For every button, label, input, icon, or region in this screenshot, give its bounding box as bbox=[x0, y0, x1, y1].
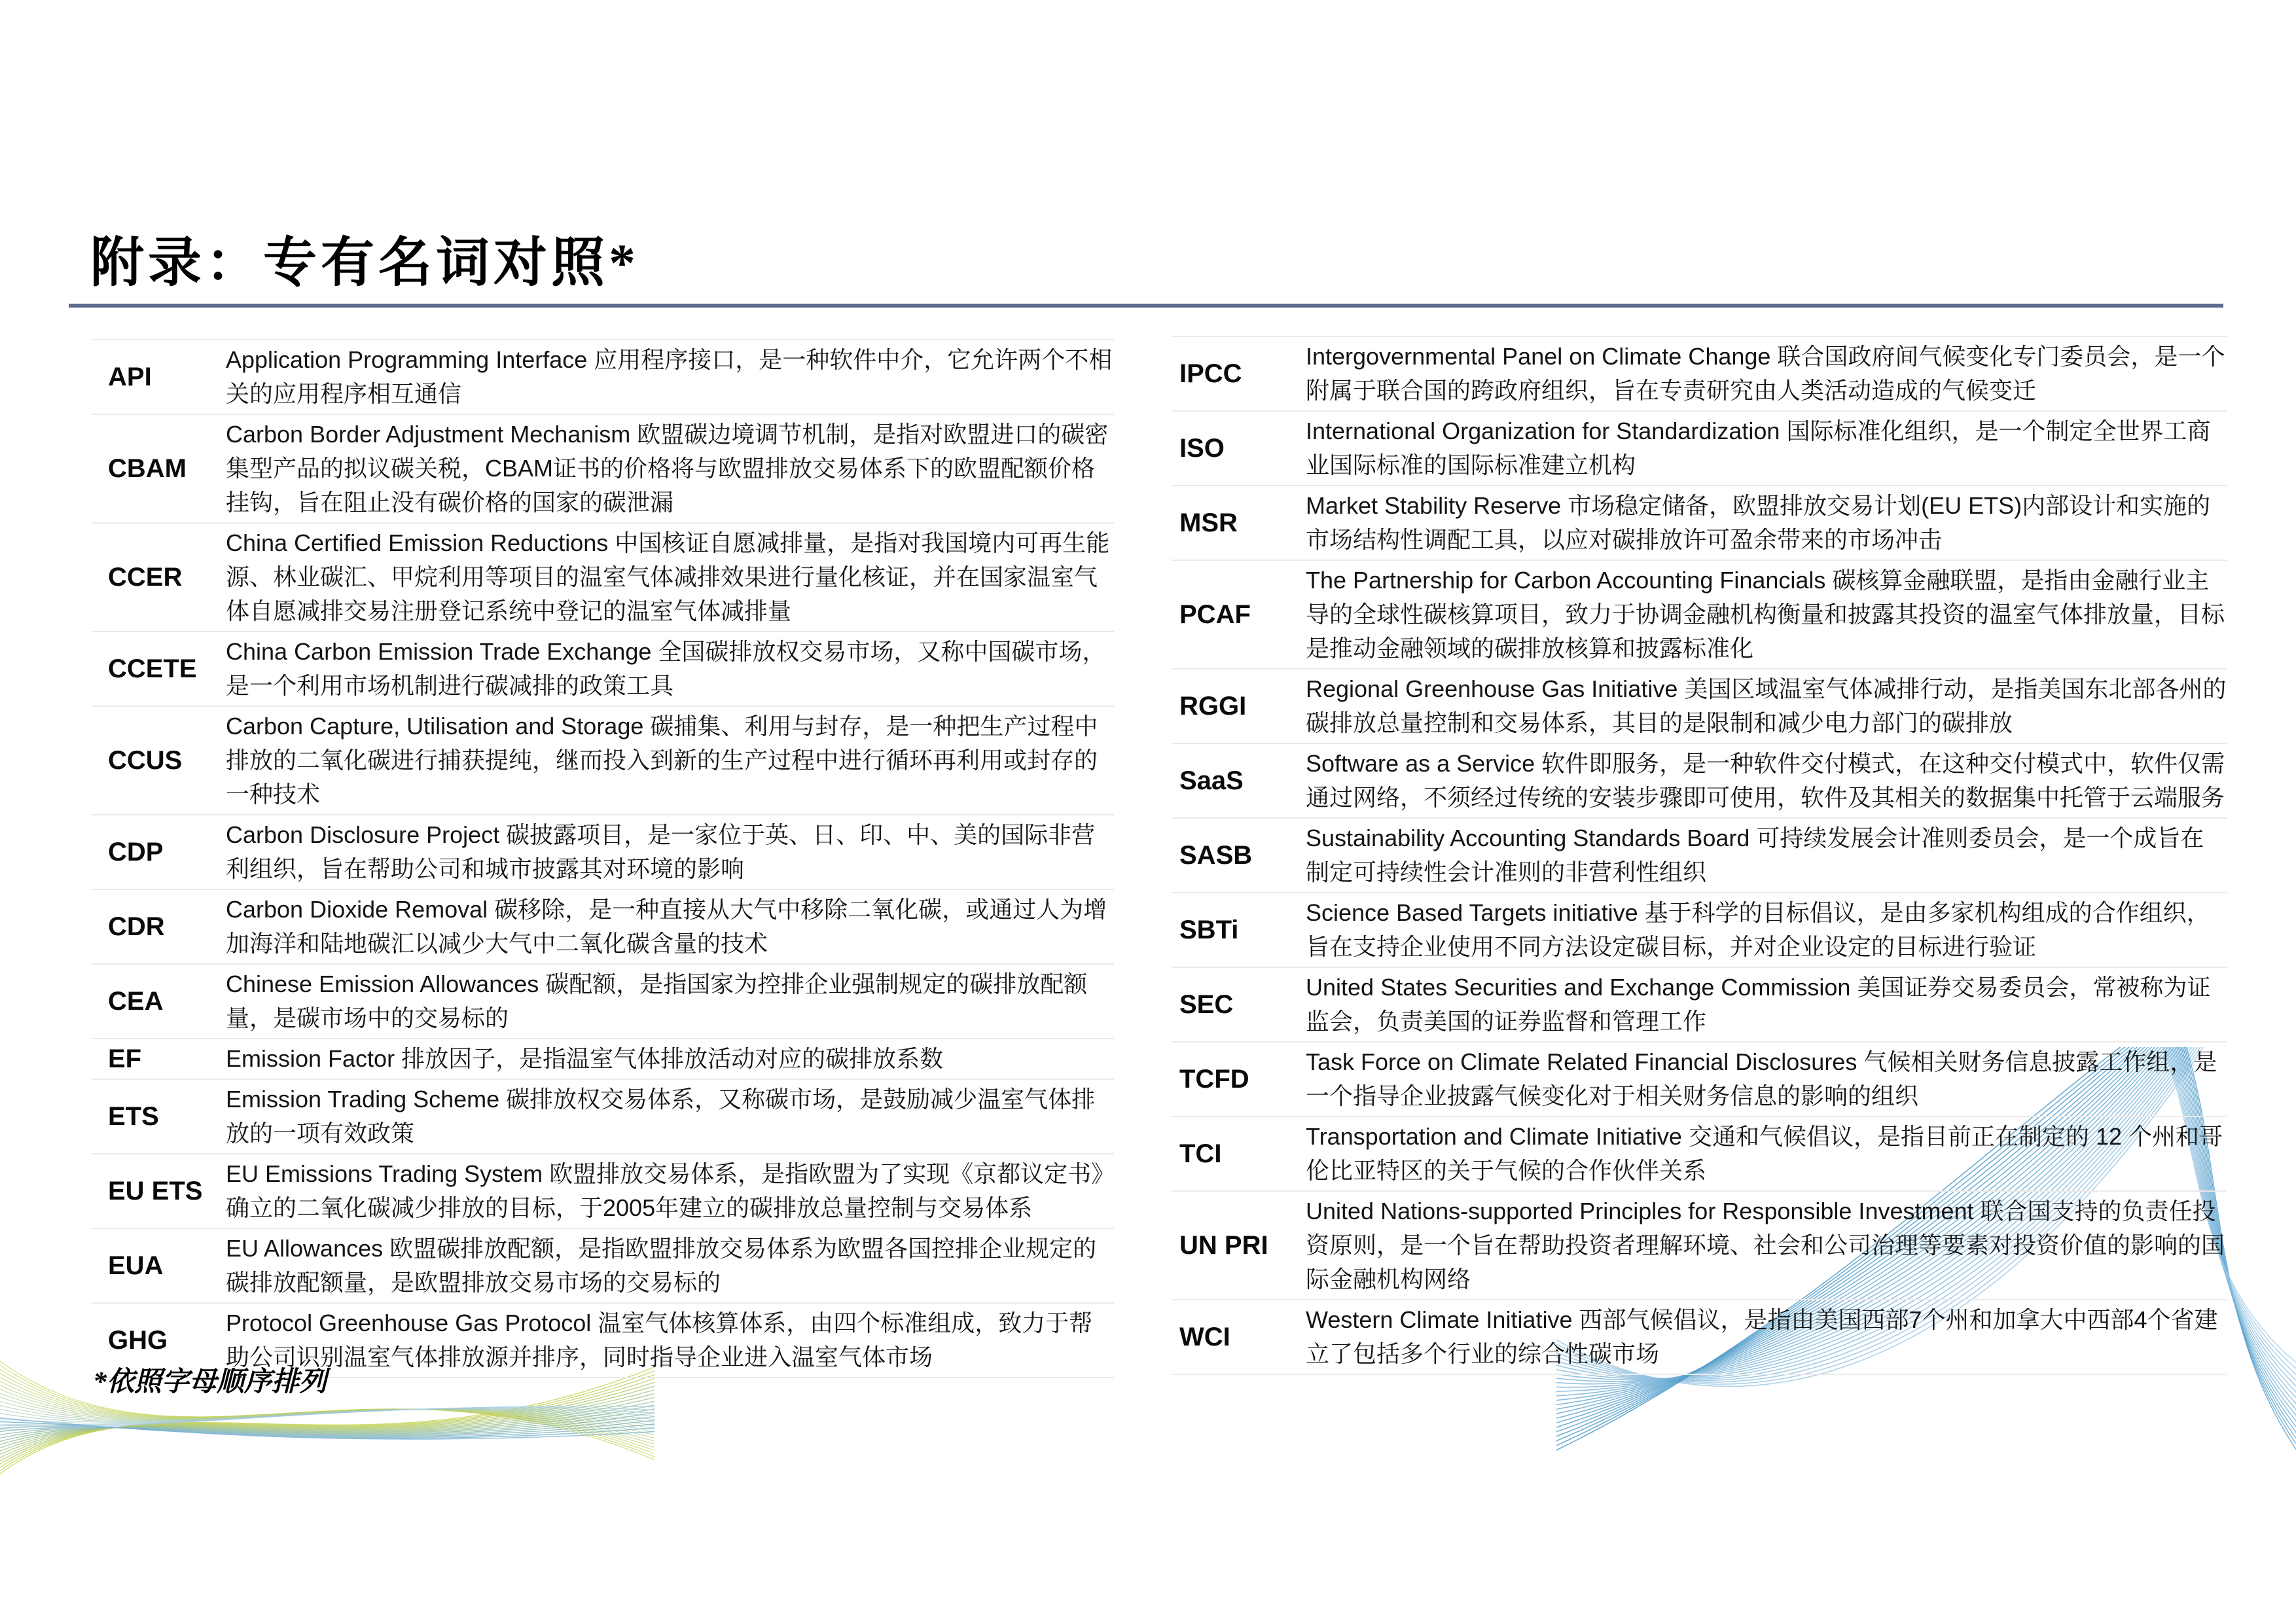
definition-cell: Science Based Targets initiative 基于科学的目标倡议，是由多家机构组成的合作组织，旨在支持企业使用不同方法设定碳目标，并对企业设定的目标进行验证 bbox=[1306, 899, 2210, 960]
wave-line bbox=[0, 1421, 655, 1438]
term-cell: TCFD bbox=[1179, 1065, 1249, 1094]
term-cell: PCAF bbox=[1179, 600, 1251, 629]
glossary-row bbox=[92, 414, 1114, 522]
term-cell: SASB bbox=[1179, 841, 1253, 870]
term-cell: UN PRI bbox=[1179, 1231, 1268, 1260]
definition-cell: Carbon Dioxide Removal 碳移除，是一种直接从大气中移除二氧化碳，或通过人为增加海洋和陆地碳汇以减少大气中二氧化碳含量的技术 bbox=[226, 896, 1107, 957]
definition-cell: EU Allowances 欧盟碳排放配额，是指欧盟排放交易体系为欧盟各国控排企业规定的碳排放配额量，是欧盟排放交易市场的交易标的 bbox=[226, 1235, 1097, 1296]
term-cell: MSR bbox=[1179, 508, 1238, 537]
term-cell: CBAM bbox=[108, 454, 187, 483]
term-cell: IPCC bbox=[1179, 359, 1242, 388]
glossary-row bbox=[92, 1038, 1114, 1079]
glossary-row bbox=[1172, 560, 2227, 668]
term-cell: EF bbox=[108, 1044, 142, 1073]
wave-line bbox=[0, 1392, 655, 1457]
wave-line bbox=[0, 1412, 655, 1437]
term-cell: GHG bbox=[108, 1326, 168, 1355]
definition-cell: Software as a Service 软件即服务，是一种软件交付模式，在这种交付模式中，软件仅需通过网络，不须经过传统的安装步骤即可使用，软件及其相关的数据集中托管于云端服务 bbox=[1306, 750, 2225, 811]
definition-cell: The Partnership for Carbon Accounting Financials 碳核算金融联盟，是指由金融行业主导的全球性碳核算项目，致力于协调金融机构衡量和披露其投资的温室气体排放量，目标是推动金融领域的碳排放核算和披露标准化 bbox=[1306, 567, 2225, 662]
wave-line bbox=[0, 1400, 655, 1449]
wave-line bbox=[0, 1407, 655, 1426]
wave-line bbox=[0, 1397, 655, 1430]
wave-line bbox=[0, 1409, 655, 1423]
glossary-row bbox=[1172, 743, 2227, 817]
term-cell: CEA bbox=[108, 987, 164, 1016]
glossary-row bbox=[92, 1079, 1114, 1153]
definition-cell: Western Climate Initiative 西部气候倡议，是指由美国西部7个州和加拿大中西部4个省建立了包括多个行业的综合性碳市场 bbox=[1306, 1306, 2218, 1367]
definition-cell: United States Securities and Exchange Commission 美国证券交易委员会，常被称为证监会，负责美国的证券监督和管理工作 bbox=[1306, 974, 2211, 1035]
wave-line bbox=[0, 1408, 655, 1423]
definition-cell: Task Force on Climate Related Financial Disclosures 气候相关财务信息披露工作组，是一个指导企业披露气候变化对于相关财务信息的影响的组织 bbox=[1306, 1048, 2217, 1109]
wave-line bbox=[0, 1416, 655, 1436]
footnote: *依照字母顺序排列 bbox=[93, 1367, 327, 1397]
definition-cell: Carbon Border Adjustment Mechanism 欧盟碳边境调节机制，是指对欧盟进口的碳密集型产品的拟议碳关税，CBAM证书的价格将与欧盟排放交易体系下的欧盟配额价格挂钩，旨在阻止没有碳价格的国家的碳泄漏 bbox=[226, 421, 1109, 516]
glossary-row bbox=[92, 1153, 1114, 1228]
term-cell: CCUS bbox=[108, 746, 183, 775]
term-cell: TCI bbox=[1179, 1139, 1222, 1168]
definition-cell: Intergovernmental Panel on Climate Change 联合国政府间气候变化专门委员会，是一个附属于联合国的跨政府组织，旨在专责研究由人类活动造成的气候变迁 bbox=[1306, 343, 2225, 404]
definition-cell: Market Stability Reserve 市场稳定储备，欧盟排放交易计划(EU ETS)内部设计和实施的市场结构性调配工具，以应对碳排放许可盈余带来的市场冲击 bbox=[1306, 492, 2211, 553]
glossary-row bbox=[1172, 668, 2227, 743]
term-cell: ISO bbox=[1179, 434, 1225, 463]
definition-cell: Sustainability Accounting Standards Board 可持续发展会计准则委员会，是一个成旨在制定可持续性会计准则的非营利性组织 bbox=[1306, 825, 2204, 885]
wave-line bbox=[0, 1406, 655, 1429]
wave-line bbox=[0, 1404, 655, 1445]
definition-cell: Application Programming Interface 应用程序接口，是一种软件中介，它允许两个不相关的应用程序相互通信 bbox=[226, 346, 1113, 407]
definition-cell: EU Emissions Trading System 欧盟排放交易体系，是指欧盟为了实现《京都议定书》确立的二氧化碳减少排放的目标，于2005年建立的碳排放总量控制与交易体系 bbox=[226, 1160, 1103, 1221]
glossary-row bbox=[1172, 1190, 2227, 1299]
term-cell: EU ETS bbox=[108, 1177, 203, 1205]
glossary-row bbox=[1172, 892, 2227, 967]
definition-cell: International Organization for Standardization 国际标准化组织，是一个制定全世界工商业国际标准的国际标准建立机构 bbox=[1306, 418, 2211, 478]
definition-cell: Emission Trading Scheme 碳排放权交易体系，又称碳市场，是鼓励减少温室气体排放的一项有效政策 bbox=[226, 1086, 1096, 1147]
definition-cell: Regional Greenhouse Gas Initiative 美国区域温室气体减排行动，是指美国东北部各州的碳排放总量控制和交易体系，其目的是限制和减少电力部门的碳排放 bbox=[1306, 675, 2227, 736]
glossary-row bbox=[92, 522, 1114, 631]
glossary-row bbox=[92, 963, 1114, 1038]
wave-line bbox=[0, 1423, 655, 1437]
glossary-row bbox=[92, 339, 1114, 414]
definition-cell: Protocol Greenhouse Gas Protocol 温室气体核算体系，由四个标准组成，致力于帮助公司识别温室气体排放源并排序，同时指导企业进入温室气体市场 bbox=[226, 1310, 1093, 1370]
glossary-row bbox=[92, 631, 1114, 705]
wave-line bbox=[0, 1419, 655, 1436]
glossary-row bbox=[92, 705, 1114, 814]
glossary-table-right bbox=[1172, 336, 2227, 1375]
term-cell: SaaS bbox=[1179, 766, 1244, 795]
glossary-row bbox=[1172, 410, 2227, 485]
glossary-row bbox=[1172, 1041, 2227, 1116]
definition-cell: China Certified Emission Reductions 中国核证自愿减排量，是指对我国境内可再生能源、林业碳汇、甲烷利用等项目的温室气体减排效果进行量化核证，并在国家温室气体自愿减排交易注册登记系统中登记的温室气体减排量 bbox=[226, 529, 1110, 624]
page-title: 附录：专有名词对照* bbox=[90, 233, 640, 293]
definition-cell: Carbon Capture, Utilisation and Storage 碳捕集、利用与封存，是一种把生产过程中排放的二氧化碳进行捕获提纯，继而投入到新的生产过程中进行循环再利用或封存的一种技术 bbox=[226, 713, 1098, 808]
definition-cell: Transportation and Climate Initiative 交通和气候倡议，是指目前正在制定的 12 个州和哥伦比亚特区的关于气候的合作伙伴关系 bbox=[1306, 1123, 2223, 1184]
definition-cell: Emission Factor 排放因子，是指温室气体排放活动对应的碳排放系数 bbox=[226, 1045, 944, 1072]
term-cell: EUA bbox=[108, 1251, 164, 1280]
glossary-row bbox=[92, 1228, 1114, 1302]
term-cell: CDR bbox=[108, 912, 165, 941]
wave-line bbox=[0, 1418, 655, 1439]
title-underline bbox=[69, 304, 2223, 308]
term-cell: API bbox=[108, 363, 152, 391]
glossary-table-left bbox=[92, 339, 1114, 1378]
wave-line bbox=[0, 1408, 655, 1441]
term-cell: CCER bbox=[108, 563, 183, 592]
wave-line bbox=[0, 1406, 655, 1423]
definition-cell: Chinese Emission Allowances 碳配额，是指国家为控排企业强制规定的碳排放配额量，是碳市场中的交易标的 bbox=[226, 971, 1088, 1031]
glossary-row bbox=[1172, 1116, 2227, 1190]
term-cell: CCETE bbox=[108, 654, 197, 683]
glossary-row bbox=[1172, 817, 2227, 892]
term-cell: SEC bbox=[1179, 990, 1234, 1019]
term-cell: RGGI bbox=[1179, 692, 1247, 721]
term-cell: SBTi bbox=[1179, 916, 1239, 944]
term-cell: CDP bbox=[108, 838, 164, 866]
definition-cell: United Nations-supported Principles for Responsible Investment 联合国支持的负责任投资原则，是一个旨在帮助投资者理解环境、社会和公司治理等要素对投资价值的影响的国际金融机构网络 bbox=[1306, 1198, 2225, 1293]
glossary-row bbox=[92, 814, 1114, 889]
glossary-row bbox=[1172, 485, 2227, 560]
wave-line bbox=[0, 1402, 655, 1427]
term-cell: ETS bbox=[108, 1102, 159, 1131]
glossary-row bbox=[1172, 336, 2227, 410]
wave-line bbox=[0, 1408, 655, 1424]
definition-cell: Carbon Disclosure Project 碳披露项目，是一家位于英、日、印、中、美的国际非营利组织，旨在帮助公司和城市披露其对环境的影响 bbox=[226, 821, 1096, 882]
glossary-row bbox=[92, 889, 1114, 963]
glossary-row bbox=[1172, 1299, 2227, 1374]
wave-line bbox=[0, 1396, 655, 1453]
term-cell: WCI bbox=[1179, 1323, 1230, 1351]
definition-cell: China Carbon Emission Trade Exchange 全国碳排放权交易市场，又称中国碳市场，是一个利用市场机制进行碳减排的政策工具 bbox=[226, 638, 1106, 699]
glossary-row bbox=[1172, 967, 2227, 1041]
